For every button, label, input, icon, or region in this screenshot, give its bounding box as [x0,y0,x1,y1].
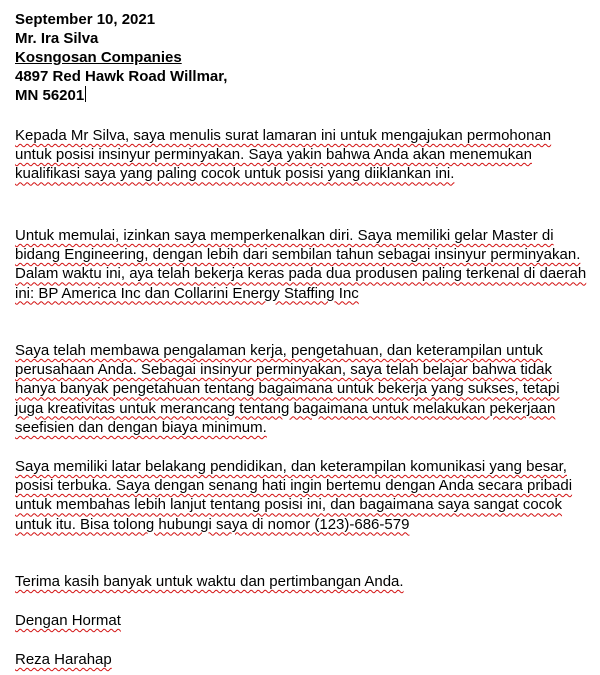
recipient-address-line1: 4897 Red Hawk Road Willmar, [15,68,228,85]
paragraph-introduction [15,226,590,303]
address-line2-text: MN 56201 [15,87,85,104]
closing-salutation [15,611,590,630]
paragraph-text: Untuk memulai, izinkan saya memperkenalkan diri. Saya memiliki gelar Master di bidang Engineering, dengan lebih dari sembilan tahun sebagai insinyur perminyakan. Dalam waktu ini, aya telah bekerja keras pada dua produsen paling terkenal di daerah ini: BP America Inc dan Collarini Energy Staffing Inc [15,227,587,302]
paragraph-text: Terima kasih banyak untuk waktu dan pertimbangan Anda. [15,573,404,590]
paragraph-text: Saya memiliki latar belakang pendidikan, dan keterampilan komunikasi yang besar, posisi terbuka. Saya dengan senang hati ingin bertemu dengan Anda secara pribadi untuk membahas lebih lanjut tentang posisi ini, dan bagaimana saya sangat cocok untuk itu. Bisa tolong hubungi saya di nomor (123)-686-579 [15,458,573,533]
paragraph-opening [15,126,590,184]
signature-text: Reza Harahap [15,651,112,668]
letter-header [15,10,227,105]
recipient-company: Kosngosan Companies [15,49,182,66]
letter-date: September 10, 2021 [15,11,156,28]
paragraph-text: Kepada Mr Silva, saya menulis surat lamaran ini untuk mengajukan permohonan untuk posisi insinyur perminyakan. Saya yakin bahwa Anda akan menemukan kualifikasi saya yang paling cocok untuk posisi yang diiklankan ini. [15,127,552,183]
recipient-address-line2 [15,86,227,105]
signature-name [15,650,590,669]
paragraph-background [15,457,590,534]
paragraph-experience [15,341,590,437]
text-cursor [85,86,86,102]
recipient-name: Mr. Ira Silva [15,30,99,47]
closing-text: Dengan Hormat [15,612,121,629]
paragraph-thanks [15,572,590,591]
paragraph-text: Saya telah membawa pengalaman kerja, pengetahuan, dan keterampilan untuk perusahaan Anda. Sebagai insinyur perminyakan, saya telah belajar bahwa tidak hanya banyak pengetahuan tentang bagaimana untuk bekerja yang sukses, tetapi juga kreativitas untuk merancang tentang bagaimana untuk melakukan pekerjaan seefisien dan dengan biaya minimum. [15,342,560,436]
